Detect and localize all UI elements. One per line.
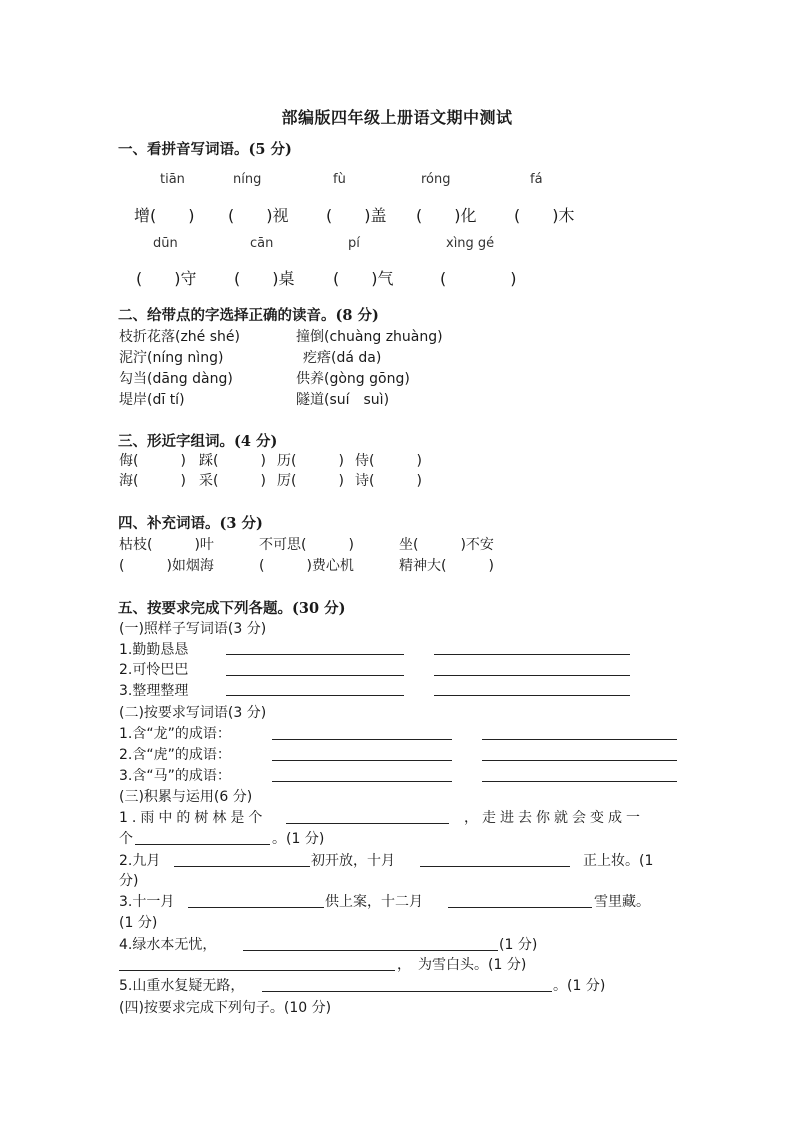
fill-word: 增( ) <box>134 206 195 225</box>
reading-item: 枝折花落(zhé shé) <box>119 329 240 345</box>
answer-line[interactable] <box>243 950 498 951</box>
pinyin: xìng gé <box>446 236 495 251</box>
question-text: 正上妆。(1 <box>583 853 654 869</box>
pattern-word: 1.勤勤恳恳 <box>119 642 189 658</box>
page-title: 部编版四年级上册语文期中测试 <box>281 108 513 127</box>
answer-line[interactable] <box>188 907 324 908</box>
answer-line[interactable] <box>420 866 570 867</box>
answer-line[interactable] <box>119 970 395 971</box>
question-text: ，走进去你就会变成一 <box>464 810 644 826</box>
pinyin: fá <box>530 172 543 187</box>
char-item: 海( ) <box>119 473 186 489</box>
reading-item: 隧道(suí suì) <box>296 392 390 408</box>
idiom-item: 坐( )不安 <box>399 537 494 553</box>
char-item: 采( ) <box>199 473 266 489</box>
fill-word: ( )气 <box>333 269 394 288</box>
section-3-heading: 三、形近字组词。(4 分) <box>118 433 278 450</box>
question-text: 分) <box>119 873 139 889</box>
question-text: 。(1 分) <box>553 978 606 994</box>
fill-word: ( )守 <box>136 269 197 288</box>
pinyin: pí <box>348 236 360 251</box>
answer-line[interactable] <box>135 844 270 845</box>
part-3-heading: (三)积累与运用(6 分) <box>119 789 253 805</box>
question-text: 为雪白头。(1 分) <box>418 957 527 973</box>
idiom-prompt: 1.含“龙”的成语： <box>119 726 231 742</box>
fill-word: ( )木 <box>514 206 575 225</box>
answer-line[interactable] <box>448 907 592 908</box>
answer-line[interactable] <box>272 781 452 782</box>
question-text: 。(1 分) <box>272 831 325 847</box>
question-text: 4.绿水本无忧， <box>119 937 217 953</box>
section-4-heading: 四、补充词语。(3 分) <box>118 515 263 532</box>
char-item: 厉( ) <box>277 473 344 489</box>
answer-line[interactable] <box>434 695 630 696</box>
pattern-word: 2.可怜巴巴 <box>119 662 189 678</box>
reading-item: 勾当(dāng dàng) <box>119 371 233 387</box>
reading-item: 堤岸(dī tí) <box>119 392 185 408</box>
fill-word: ( )视 <box>228 206 289 225</box>
question-text: 初开放，十月 <box>311 853 395 869</box>
fill-word: ( )化 <box>416 206 477 225</box>
char-item: 侮( ) <box>119 453 186 469</box>
answer-line[interactable] <box>226 695 404 696</box>
question-text: 个 <box>119 831 133 847</box>
idiom-item: 不可思( ) <box>259 537 354 553</box>
section-2-heading: 二、给带点的字选择正确的读音。(8 分) <box>118 307 379 324</box>
answer-line[interactable] <box>286 823 449 824</box>
question-text: 2.九月 <box>119 853 161 869</box>
char-item: 历( ) <box>277 453 344 469</box>
idiom-item: 枯枝( )叶 <box>119 537 214 553</box>
section-5-heading: 五、按要求完成下列各题。(30 分) <box>118 600 346 617</box>
question-text: 3.十一月 <box>119 894 175 910</box>
idiom-item: ( )如烟海 <box>119 558 214 574</box>
idiom-prompt: 2.含“虎”的成语： <box>119 747 231 763</box>
question-text: 供上案，十二月 <box>325 894 423 910</box>
idiom-prompt: 3.含“马”的成语： <box>119 768 231 784</box>
question-text: 雪里藏。 <box>594 894 650 910</box>
answer-line[interactable] <box>482 760 677 761</box>
pattern-word: 3.整理整理 <box>119 683 189 699</box>
pinyin: cān <box>250 236 274 251</box>
answer-line[interactable] <box>226 675 404 676</box>
part-1-heading: (一)照样子写词语(3 分) <box>119 621 267 637</box>
answer-line[interactable] <box>174 866 310 867</box>
section-1-heading: 一、看拼音写词语。(5 分) <box>118 141 292 158</box>
answer-line[interactable] <box>482 739 677 740</box>
reading-item: 泥泞(níng nìng) <box>119 350 224 366</box>
fill-word: ( )盖 <box>326 206 387 225</box>
answer-line[interactable] <box>482 781 677 782</box>
answer-line[interactable] <box>434 675 630 676</box>
reading-item: 疙瘩(dá da) <box>303 350 382 366</box>
char-item: 踩( ) <box>199 453 266 469</box>
pinyin: róng <box>421 172 451 187</box>
pinyin: tiān <box>160 172 185 187</box>
answer-line[interactable] <box>434 654 630 655</box>
pinyin: níng <box>233 172 262 187</box>
fill-word: ( )桌 <box>234 269 295 288</box>
answer-line[interactable] <box>226 654 404 655</box>
pinyin: fù <box>333 172 346 187</box>
idiom-item: 精神大( ) <box>399 558 494 574</box>
answer-line[interactable] <box>272 760 452 761</box>
char-item: 诗( ) <box>355 473 422 489</box>
question-text: 5.山重水复疑无路， <box>119 978 245 994</box>
pinyin: dūn <box>153 236 178 251</box>
answer-line[interactable] <box>272 739 452 740</box>
question-text: (1 分) <box>119 915 158 931</box>
char-item: 侍( ) <box>355 453 422 469</box>
idiom-item: ( )费心机 <box>259 558 354 574</box>
reading-item: 供养(gòng gōng) <box>296 371 410 387</box>
part-4-heading: (四)按要求完成下列句子。(10 分) <box>119 1000 332 1016</box>
question-text: 1.雨中的树林是个 <box>119 810 267 826</box>
reading-item: 撞倒(chuàng zhuàng) <box>296 329 443 345</box>
answer-line[interactable] <box>262 991 552 992</box>
fill-word: ( ) <box>440 269 517 288</box>
question-text: ， <box>397 957 411 973</box>
part-2-heading: (二)按要求写词语(3 分) <box>119 705 267 721</box>
question-text: (1 分) <box>499 937 538 953</box>
